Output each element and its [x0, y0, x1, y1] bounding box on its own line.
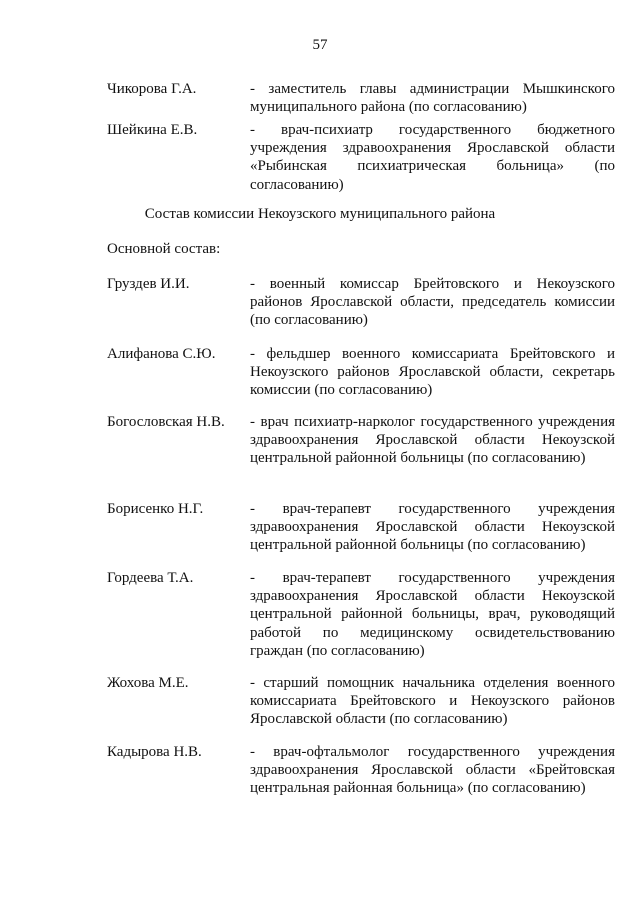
member-name: Жохова М.Е.: [107, 675, 189, 691]
member-role: - врач психиатр-нарколог государственного учреждения здравоохранения Ярославской области Некоузской центральной районной больницы (по согласованию): [250, 414, 615, 467]
member-name: Гордеева Т.А.: [107, 570, 194, 586]
member-role: - старший помощник начальника отделения военного комиссариата Брейтовского и Некоузского районов Ярославской области (по согласованию): [250, 675, 615, 728]
member-name: Богословская Н.В.: [107, 414, 225, 430]
member-name: Чикорова Г.А.: [107, 81, 197, 97]
member-role: - фельдшер военного комиссариата Брейтовского и Некоузского районов Ярославской области, секретарь комиссии (по согласованию): [250, 346, 615, 399]
member-role: - врач-психиатр государственного бюджетного учреждения здравоохранения Ярославской области «Рыбинская психиатрическая больница» (по согласованию): [250, 122, 615, 193]
member-name: Борисенко Н.Г.: [107, 501, 204, 517]
member-name: Алифанова С.Ю.: [107, 346, 216, 362]
member-role: - врач-терапевт государственного учреждения здравоохранения Ярославской области Некоузской центральной районной больницы, врач, руководящий работой по медицинскому освидетельствованию граждан (по согласованию): [250, 570, 615, 659]
member-role: - врач-терапевт государственного учреждения здравоохранения Ярославской области Некоузской центральной районной больницы (по согласованию): [250, 501, 615, 554]
section-title: Состав комиссии Некоузского муниципального района: [144, 206, 496, 222]
page-number: 57: [312, 37, 328, 53]
subsection-title: Основной состав:: [107, 241, 221, 257]
member-name: Кадырова Н.В.: [107, 744, 202, 760]
member-name: Шейкина Е.В.: [107, 122, 198, 138]
member-role: - военный комиссар Брейтовского и Некоузского районов Ярославской области, председатель комиссии (по согласованию): [250, 276, 615, 329]
member-role: - врач-офтальмолог государственного учреждения здравоохранения Ярославской области «Брейтовская центральная районная больница» (по согласованию): [250, 744, 615, 797]
member-role: - заместитель главы администрации Мышкинского муниципального района (по согласованию): [250, 81, 615, 116]
member-name: Груздев И.И.: [107, 276, 190, 292]
